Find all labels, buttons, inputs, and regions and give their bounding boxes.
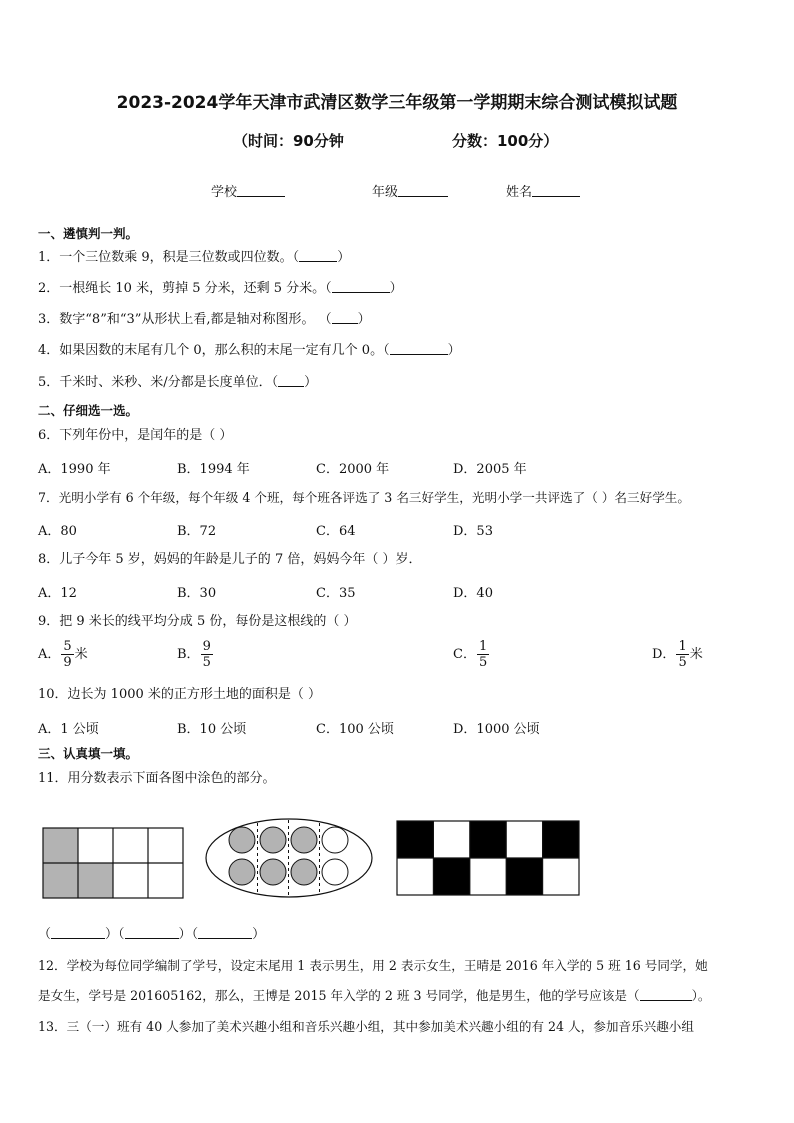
q11-figure-rectangle-grid xyxy=(42,827,184,899)
fraction: $\frac{5}{9}$ xyxy=(63,639,72,670)
q7-option-d[interactable]: D．53 xyxy=(453,524,493,539)
q9-option-b[interactable]: B． $\frac{9}{5}$ xyxy=(177,639,211,670)
question-7: 7．光明小学有 6 个年级，每个年级 4 个班，每个班各评选了 3 名三好学生，光明小学一共评选了（ ）名三好学生。 xyxy=(38,490,690,505)
question-11: 11．用分数表示下面各图中涂色的部分。 xyxy=(38,771,276,786)
fraction: $\frac{1}{5}$ xyxy=(678,639,687,670)
shaded-cell xyxy=(78,863,113,898)
question-9: 9．把 9 米长的线平均分成 5 份，每份是这根线的（ ） xyxy=(38,614,357,629)
answer-blank[interactable] xyxy=(299,249,337,262)
q10-option-d[interactable]: D．1000 公顷 xyxy=(453,722,540,737)
exam-score: 分数：100分） xyxy=(452,132,559,150)
page-title: 2023-2024学年天津市武清区数学三年级第一学期期末综合测试模拟试题 xyxy=(116,93,678,113)
answer-blank[interactable] xyxy=(198,926,252,939)
q11-figure-checker xyxy=(396,820,580,896)
section-heading-3: 三、认真填一填。 xyxy=(38,746,139,761)
grade-field[interactable] xyxy=(372,181,448,200)
grade-label: 年级 xyxy=(372,185,399,200)
question-6: 6．下列年份中，是闰年的是（ ） xyxy=(38,428,233,443)
answer-blank[interactable] xyxy=(332,311,358,324)
shaded-circle xyxy=(229,827,255,853)
black-cell xyxy=(543,821,579,858)
question-4: 4．如果因数的末尾有几个 0，那么积的末尾一定有几个 0。（ ） xyxy=(38,343,461,358)
answer-blank[interactable] xyxy=(278,374,304,387)
q11-answers: （ ）（ ）（ ） xyxy=(38,927,266,942)
answer-blank[interactable] xyxy=(51,926,105,939)
question-12-line-2: 是女生，学号是 201605162，那么，王博是 2015 年入学的 2 班 3 号同学，他是男生，他的学号应该是（ ）。 xyxy=(38,988,711,1003)
q8-option-b[interactable]: B．30 xyxy=(177,586,217,601)
q9-option-d[interactable]: D． $\frac{1}{5}$ 米 xyxy=(652,639,703,670)
fraction: $\frac{1}{5}$ xyxy=(478,639,488,670)
question-2: 2．一根绳长 10 米，剪掉 5 分米，还剩 5 分米。（ ） xyxy=(38,281,403,296)
black-cell xyxy=(433,858,469,895)
black-cell xyxy=(397,821,433,858)
q10-option-c[interactable]: C．100 公顷 xyxy=(316,722,394,737)
black-cell xyxy=(470,821,506,858)
shaded-circle xyxy=(291,827,317,853)
q6-option-b[interactable]: B．1994 年 xyxy=(177,462,250,477)
shaded-circle xyxy=(260,827,286,853)
black-cell xyxy=(506,858,542,895)
question-3: 3．数字“8”和“3”从形状上看,都是轴对称图形。 （ ） xyxy=(38,312,371,327)
shaded-cell xyxy=(43,863,78,898)
shaded-circle xyxy=(229,859,255,885)
question-12-line-1: 12．学校为每位同学编制了学号，设定末尾用 1 表示男生，用 2 表示女生，王晴是 2016 年入学的 5 班 16 号同学，她 xyxy=(38,958,708,973)
q7-option-c[interactable]: C．64 xyxy=(316,524,356,539)
answer-blank[interactable] xyxy=(640,988,692,1001)
q6-option-d[interactable]: D．2005 年 xyxy=(453,462,527,477)
q6-option-c[interactable]: C．2000 年 xyxy=(316,462,390,477)
q8-option-c[interactable]: C．35 xyxy=(316,586,356,601)
exam-time: （时间：90分钟 xyxy=(233,132,344,150)
q7-option-a[interactable]: A．80 xyxy=(38,524,77,539)
answer-blank[interactable] xyxy=(390,342,448,355)
school-field[interactable] xyxy=(211,181,285,200)
q10-option-a[interactable]: A．1 公顷 xyxy=(38,722,99,737)
question-8: 8．儿子今年 5 岁，妈妈的年龄是儿子的 7 倍，妈妈今年（ ）岁． xyxy=(38,552,422,567)
name-label: 姓名 xyxy=(506,185,533,200)
name-field[interactable] xyxy=(506,181,580,200)
q9-option-c[interactable]: C． $\frac{1}{5}$ xyxy=(453,639,488,670)
fraction: $\frac{9}{5}$ xyxy=(202,639,211,670)
section-heading-1: 一、遴慎判一判。 xyxy=(38,226,139,241)
q11-figure-ellipse-circles xyxy=(204,817,374,899)
q8-option-a[interactable]: A．12 xyxy=(38,586,77,601)
answer-blank[interactable] xyxy=(332,280,390,293)
q8-option-d[interactable]: D．40 xyxy=(453,586,493,601)
question-5: 5．千米时、米秒、米/分都是长度单位．（ ） xyxy=(38,375,318,390)
q10-option-b[interactable]: B．10 公顷 xyxy=(177,722,247,737)
section-heading-2: 二、仔细选一选。 xyxy=(38,403,139,418)
question-1: 1．一个三位数乘 9，积是三位数或四位数。（ ） xyxy=(38,250,351,265)
shaded-circle xyxy=(260,859,286,885)
q6-option-a[interactable]: A．1990 年 xyxy=(38,462,111,477)
answer-blank[interactable] xyxy=(125,926,179,939)
shaded-circle xyxy=(291,859,317,885)
school-label: 学校 xyxy=(211,185,238,200)
shaded-cell xyxy=(43,828,78,863)
q7-option-b[interactable]: B．72 xyxy=(177,524,217,539)
blank-circle xyxy=(322,827,348,853)
question-13: 13．三（一）班有 40 人参加了美术兴趣小组和音乐兴趣小组，其中参加美术兴趣小组的有 24 人，参加音乐兴趣小组 xyxy=(38,1019,694,1034)
blank-circle xyxy=(322,859,348,885)
question-10: 10．边长为 1000 米的正方形土地的面积是（ ） xyxy=(38,687,322,702)
q9-option-a[interactable]: A． $\frac{5}{9}$ 米 xyxy=(38,639,88,670)
